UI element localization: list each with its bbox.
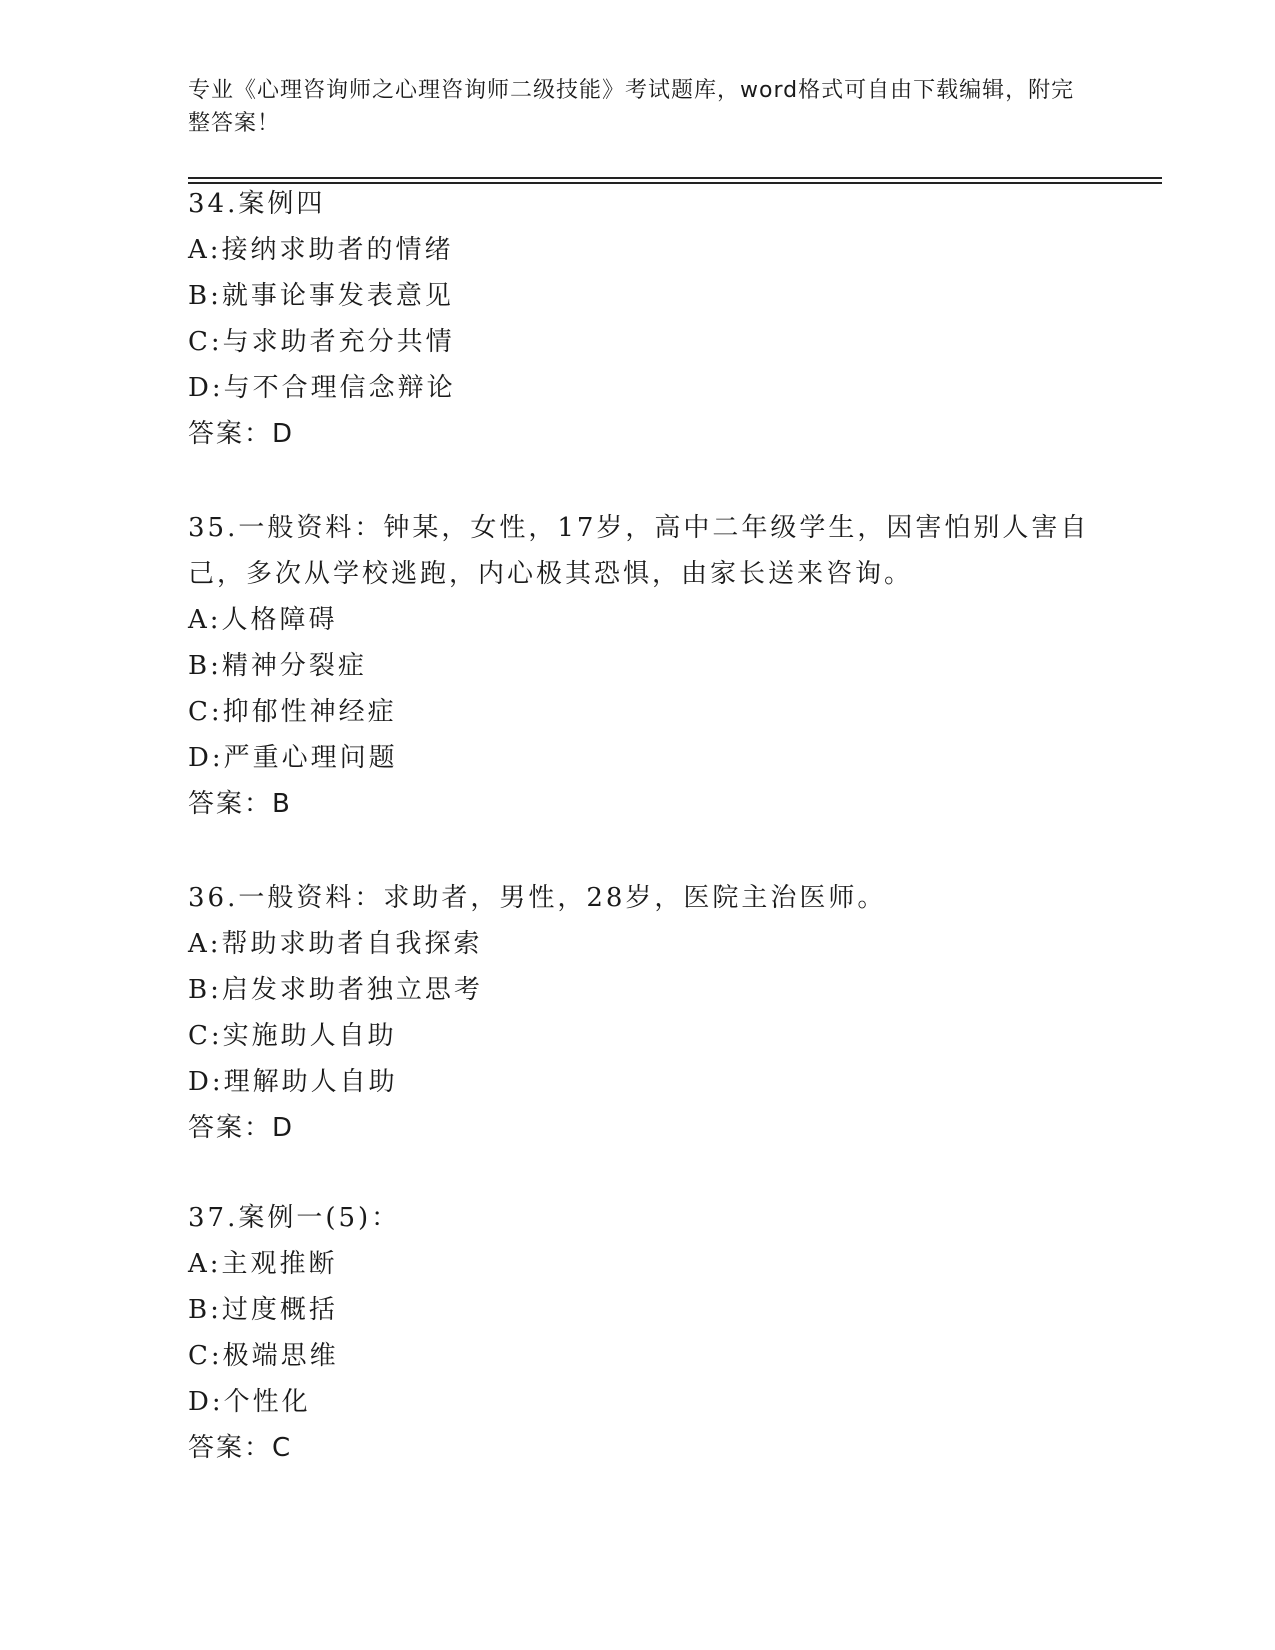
answer-line: 答案：B — [188, 789, 292, 819]
option-b: B:启发求助者独立思考 — [188, 975, 483, 1005]
answer-line: 答案：D — [188, 419, 295, 449]
option-a: A:主观推断 — [188, 1249, 338, 1279]
option-d: D:严重心理问题 — [188, 743, 398, 773]
option-b: B:就事论事发表意见 — [188, 281, 454, 311]
answer-line: 答案：C — [188, 1433, 293, 1463]
document-intro: 专业《心理咨询师之心理咨询师二级技能》考试题库，word格式可自由下载编辑，附完整答案！ — [188, 78, 1075, 136]
option-d: D:个性化 — [188, 1387, 311, 1417]
question-34 — [188, 181, 1108, 457]
option-a: A:帮助求助者自我探索 — [188, 929, 483, 959]
question-36 — [188, 875, 1108, 1151]
option-a: A:人格障碍 — [188, 605, 338, 635]
option-b: B:过度概括 — [188, 1295, 338, 1325]
option-d: D:与不合理信念辩论 — [188, 373, 456, 403]
question-stem: 34.案例四 — [188, 189, 326, 219]
question-stem: 36.一般资料：求助者，男性，28岁，医院主治医师。 — [188, 883, 887, 913]
question-stem: 35.一般资料：钟某，女性，17岁，高中二年级学生，因害怕别人害自己，多次从学校逃跑，内心极其恐惧，由家长送来咨询。 — [188, 513, 1090, 589]
answer-line: 答案：D — [188, 1113, 295, 1143]
option-c: C:与求助者充分共情 — [188, 327, 455, 357]
option-c: C:实施助人自助 — [188, 1021, 397, 1051]
option-a: A:接纳求助者的情绪 — [188, 235, 454, 265]
question-stem: 37.案例一(5)： — [188, 1203, 401, 1233]
header-divider-top — [188, 177, 1162, 179]
option-c: C:极端思维 — [188, 1341, 339, 1371]
option-c: C:抑郁性神经症 — [188, 697, 397, 727]
question-35 — [188, 505, 1108, 827]
option-b: B:精神分裂症 — [188, 651, 367, 681]
question-37 — [188, 1195, 1108, 1471]
option-d: D:理解助人自助 — [188, 1067, 398, 1097]
